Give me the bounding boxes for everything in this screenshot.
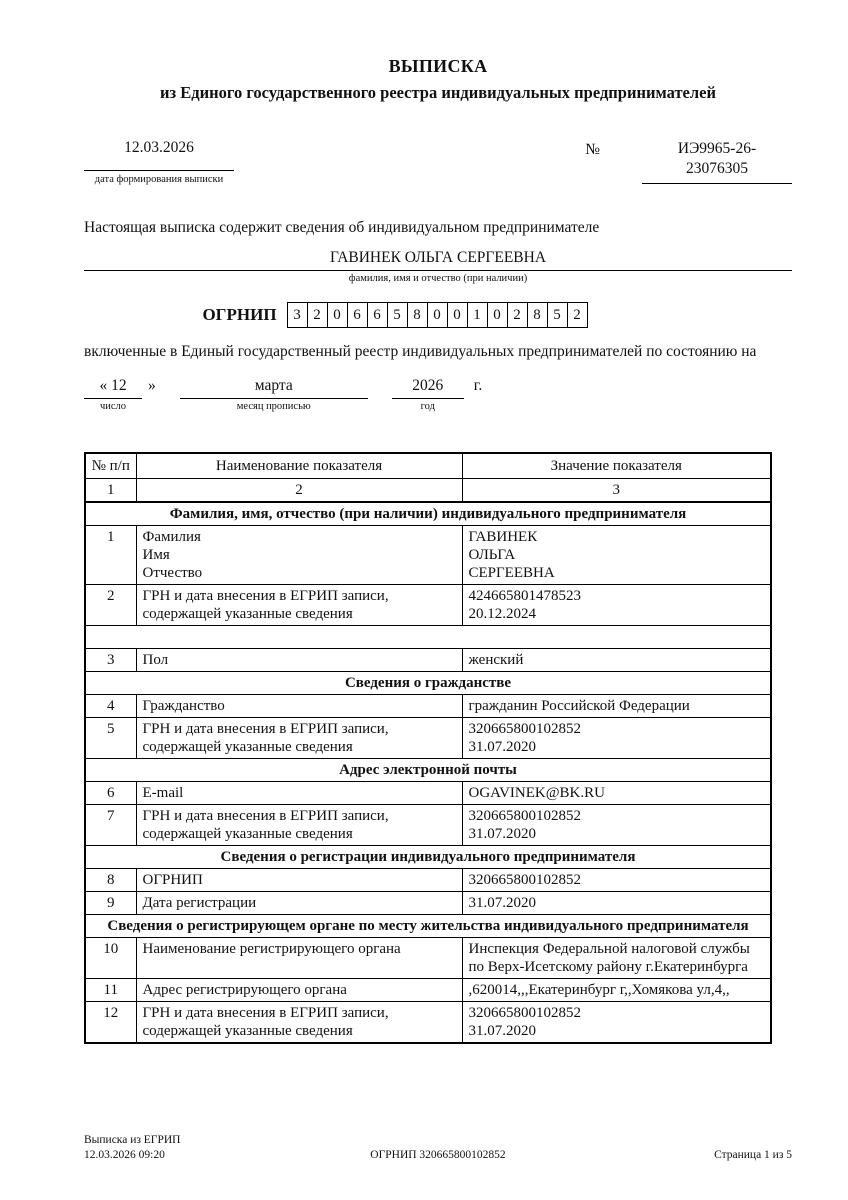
open-quote: « (99, 376, 108, 394)
page-footer (84, 1133, 792, 1162)
ogrnip-digit-box: 3 (287, 302, 308, 328)
year-suffix: г. (473, 376, 483, 394)
cell-line: Гражданство (142, 697, 225, 714)
cell-line: гражданин Российской Федерации (468, 697, 690, 714)
table-row (85, 584, 771, 625)
ogrnip-digit-box: 0 (327, 302, 348, 328)
row-number-cell: 7 (85, 804, 136, 845)
cell-line: 31.07.2020 (468, 1022, 536, 1039)
row-number-cell: 11 (85, 978, 136, 1001)
colnumber-1: 1 (85, 478, 136, 502)
footer-ogrnip: ОГРНИП 320665800102852 (370, 1148, 506, 1161)
cell-line: 20.12.2024 (468, 605, 536, 622)
row-number-cell: 2 (85, 584, 136, 625)
row-value-cell (462, 584, 771, 625)
cell-line: содержащей указанные сведения (142, 1022, 353, 1039)
header-cell-name: Наименование показателя (136, 453, 462, 479)
extract-number-block (585, 139, 792, 185)
row-number-cell: 10 (85, 937, 136, 978)
cell-line: 31.07.2020 (468, 825, 536, 842)
ogrnip-digit-box: 8 (407, 302, 428, 328)
year-value: 2026 (392, 377, 464, 399)
footer-page-number: Страница 1 из 5 (714, 1148, 792, 1161)
section-header-row (85, 914, 771, 937)
row-name-cell (136, 937, 462, 978)
person-name-block (84, 249, 792, 284)
row-name-cell (136, 978, 462, 1001)
ogrnip-digit-box: 5 (387, 302, 408, 328)
row-value-cell (462, 525, 771, 584)
section-header-row (85, 671, 771, 694)
table-row (85, 694, 771, 717)
year-caption: год (420, 400, 435, 412)
ogrnip-digit-box: 2 (307, 302, 328, 328)
table-row (85, 937, 771, 978)
row-number-cell: 5 (85, 717, 136, 758)
ogrnip-digit-box: 2 (567, 302, 588, 328)
section-header-cell: Сведения о регистрации индивидуального предпринимателя (85, 845, 771, 868)
day-caption: число (99, 400, 127, 412)
person-name-caption: фамилия, имя и отчество (при наличии) (348, 273, 528, 284)
section-header-row (85, 758, 771, 781)
formation-date: 12.03.2026 (84, 139, 234, 171)
table-row (85, 891, 771, 914)
section-header-cell: Фамилия, имя, отчество (при наличии) индивидуального предпринимателя (85, 502, 771, 526)
footer-datetime: 12.03.2026 09:20 (84, 1148, 165, 1161)
cell-line: ГРН и дата внесения в ЕГРИП записи, (142, 720, 389, 737)
colnumber-3: 3 (462, 478, 771, 502)
row-value-cell (462, 781, 771, 804)
cell-line: ГРН и дата внесения в ЕГРИП записи, (142, 587, 389, 604)
header-meta-row (84, 139, 792, 185)
cell-line: ОГРНИП (142, 871, 203, 888)
empty-row (85, 625, 771, 648)
extract-number-line1: ИЭ9965-26- (677, 140, 757, 157)
year-group (392, 377, 464, 412)
cell-line: женский (468, 651, 524, 668)
table-row (85, 717, 771, 758)
cell-line: 320665800102852 (468, 720, 581, 737)
registry-table (84, 452, 772, 1044)
row-value-cell (462, 717, 771, 758)
day-number: 12 (111, 376, 127, 394)
row-value-cell (462, 891, 771, 914)
row-number-cell: 9 (85, 891, 136, 914)
row-value-cell (462, 868, 771, 891)
row-name-cell (136, 648, 462, 671)
cell-line: содержащей указанные сведения (142, 825, 353, 842)
ogrnip-digit-box: 0 (427, 302, 448, 328)
table-colnumber-row (85, 478, 771, 502)
table-row (85, 804, 771, 845)
table-header-row (85, 453, 771, 479)
table-row (85, 525, 771, 584)
cell-line: 31.07.2020 (468, 894, 536, 911)
row-value-cell (462, 804, 771, 845)
person-name: ГАВИНЕК ОЛЬГА СЕРГЕЕВНА (84, 249, 792, 271)
row-value-cell (462, 937, 771, 978)
footer-doc-type: Выписка из ЕГРИП (84, 1134, 181, 1147)
extract-number (642, 139, 792, 184)
header-cell-num: № п/п (85, 453, 136, 479)
month-group (180, 377, 368, 412)
row-name-cell (136, 804, 462, 845)
ogrnip-digit-box: 5 (547, 302, 568, 328)
cell-line: Инспекция Федеральной налоговой службы (468, 940, 750, 957)
number-sign: № (585, 141, 600, 158)
cell-line: Наименование регистрирующего органа (142, 940, 401, 957)
table-row (85, 978, 771, 1001)
cell-line: Отчество (142, 564, 203, 581)
row-number-cell: 8 (85, 868, 136, 891)
day-value (84, 377, 142, 399)
footer-left (84, 1133, 284, 1162)
cell-line: OGAVINEK@BK.RU (468, 784, 605, 801)
formation-date-block (84, 139, 234, 185)
row-number-cell: 4 (85, 694, 136, 717)
cell-line: ,620014,,,Екатеринбург г,,Хомякова ул,4,, (468, 981, 730, 998)
ogrnip-label: ОГРНИП (202, 305, 277, 324)
ogrnip-digit-box: 0 (487, 302, 508, 328)
cell-line: 320665800102852 (468, 1004, 581, 1021)
day-group (84, 377, 142, 412)
cell-line: ГРН и дата внесения в ЕГРИП записи, (142, 807, 389, 824)
row-name-cell (136, 781, 462, 804)
empty-cell (85, 625, 771, 648)
row-value-cell (462, 978, 771, 1001)
row-number-cell: 6 (85, 781, 136, 804)
cell-line: 424665801478523 (468, 587, 581, 604)
row-name-cell (136, 868, 462, 891)
table-row (85, 868, 771, 891)
ogrnip-digit-box: 6 (367, 302, 388, 328)
cell-line: СЕРГЕЕВНА (468, 564, 555, 581)
ogrnip-digit-box: 0 (447, 302, 468, 328)
cell-line: 320665800102852 (468, 871, 581, 888)
row-value-cell (462, 1001, 771, 1043)
cell-line: содержащей указанные сведения (142, 605, 353, 622)
header-cell-value: Значение показателя (462, 453, 771, 479)
cell-line: содержащей указанные сведения (142, 738, 353, 755)
extract-number-value (642, 139, 792, 184)
intro-text: Настоящая выписка содержит сведения об индивидуальном предпринимателе (84, 219, 600, 236)
month-caption: месяц прописью (236, 400, 311, 412)
cell-line: Пол (142, 651, 169, 668)
ogrnip-digit-boxes (287, 302, 588, 328)
row-value-cell (462, 648, 771, 671)
row-name-cell (136, 694, 462, 717)
formation-date-caption: дата формирования выписки (94, 174, 224, 185)
document-title: ВЫПИСКА (388, 56, 488, 76)
cell-line: ГАВИНЕК (468, 528, 538, 545)
row-name-cell (136, 584, 462, 625)
ogrnip-digit-box: 2 (507, 302, 528, 328)
table-row (85, 781, 771, 804)
cell-line: 31.07.2020 (468, 738, 536, 755)
cell-line: 320665800102852 (468, 807, 581, 824)
ogrnip-digit-box: 8 (527, 302, 548, 328)
month-value: марта (180, 377, 368, 399)
cell-line: Дата регистрации (142, 894, 257, 911)
section-header-cell: Сведения о регистрирующем органе по месту жительства индивидуального предпринимателя (85, 914, 771, 937)
row-name-cell (136, 525, 462, 584)
cell-line: ОЛЬГА (468, 546, 516, 563)
close-quote: » (148, 376, 156, 394)
row-name-cell (136, 717, 462, 758)
included-text: включенные в Единый государственный реестр индивидуальных предпринимателей по состоянию на (84, 343, 757, 360)
row-name-cell (136, 891, 462, 914)
as-of-date-row (84, 377, 792, 412)
ogrnip-digit-box: 1 (467, 302, 488, 328)
ogrnip-digit-box: 6 (347, 302, 368, 328)
section-header-row (85, 845, 771, 868)
table-row (85, 648, 771, 671)
document-subtitle: из Единого государственного реестра индивидуальных предпринимателей (160, 83, 716, 102)
cell-line: ГРН и дата внесения в ЕГРИП записи, (142, 1004, 389, 1021)
row-number-cell: 3 (85, 648, 136, 671)
cell-line: Фамилия (142, 528, 201, 545)
row-name-cell (136, 1001, 462, 1043)
extract-number-line2: 23076305 (686, 160, 748, 178)
cell-line: Адрес регистрирующего органа (142, 981, 347, 998)
section-header-cell: Сведения о гражданстве (85, 671, 771, 694)
cell-line: E-mail (142, 784, 184, 801)
row-value-cell (462, 694, 771, 717)
cell-line: Имя (142, 546, 170, 563)
section-header-row (85, 502, 771, 526)
table-row (85, 1001, 771, 1043)
colnumber-2: 2 (136, 478, 462, 502)
ogrnip-row (41, 302, 749, 328)
row-number-cell: 1 (85, 525, 136, 584)
row-number-cell: 12 (85, 1001, 136, 1043)
section-header-cell: Адрес электронной почты (85, 758, 771, 781)
cell-line: по Верх-Исетскому району г.Екатеринбурга (468, 958, 748, 975)
